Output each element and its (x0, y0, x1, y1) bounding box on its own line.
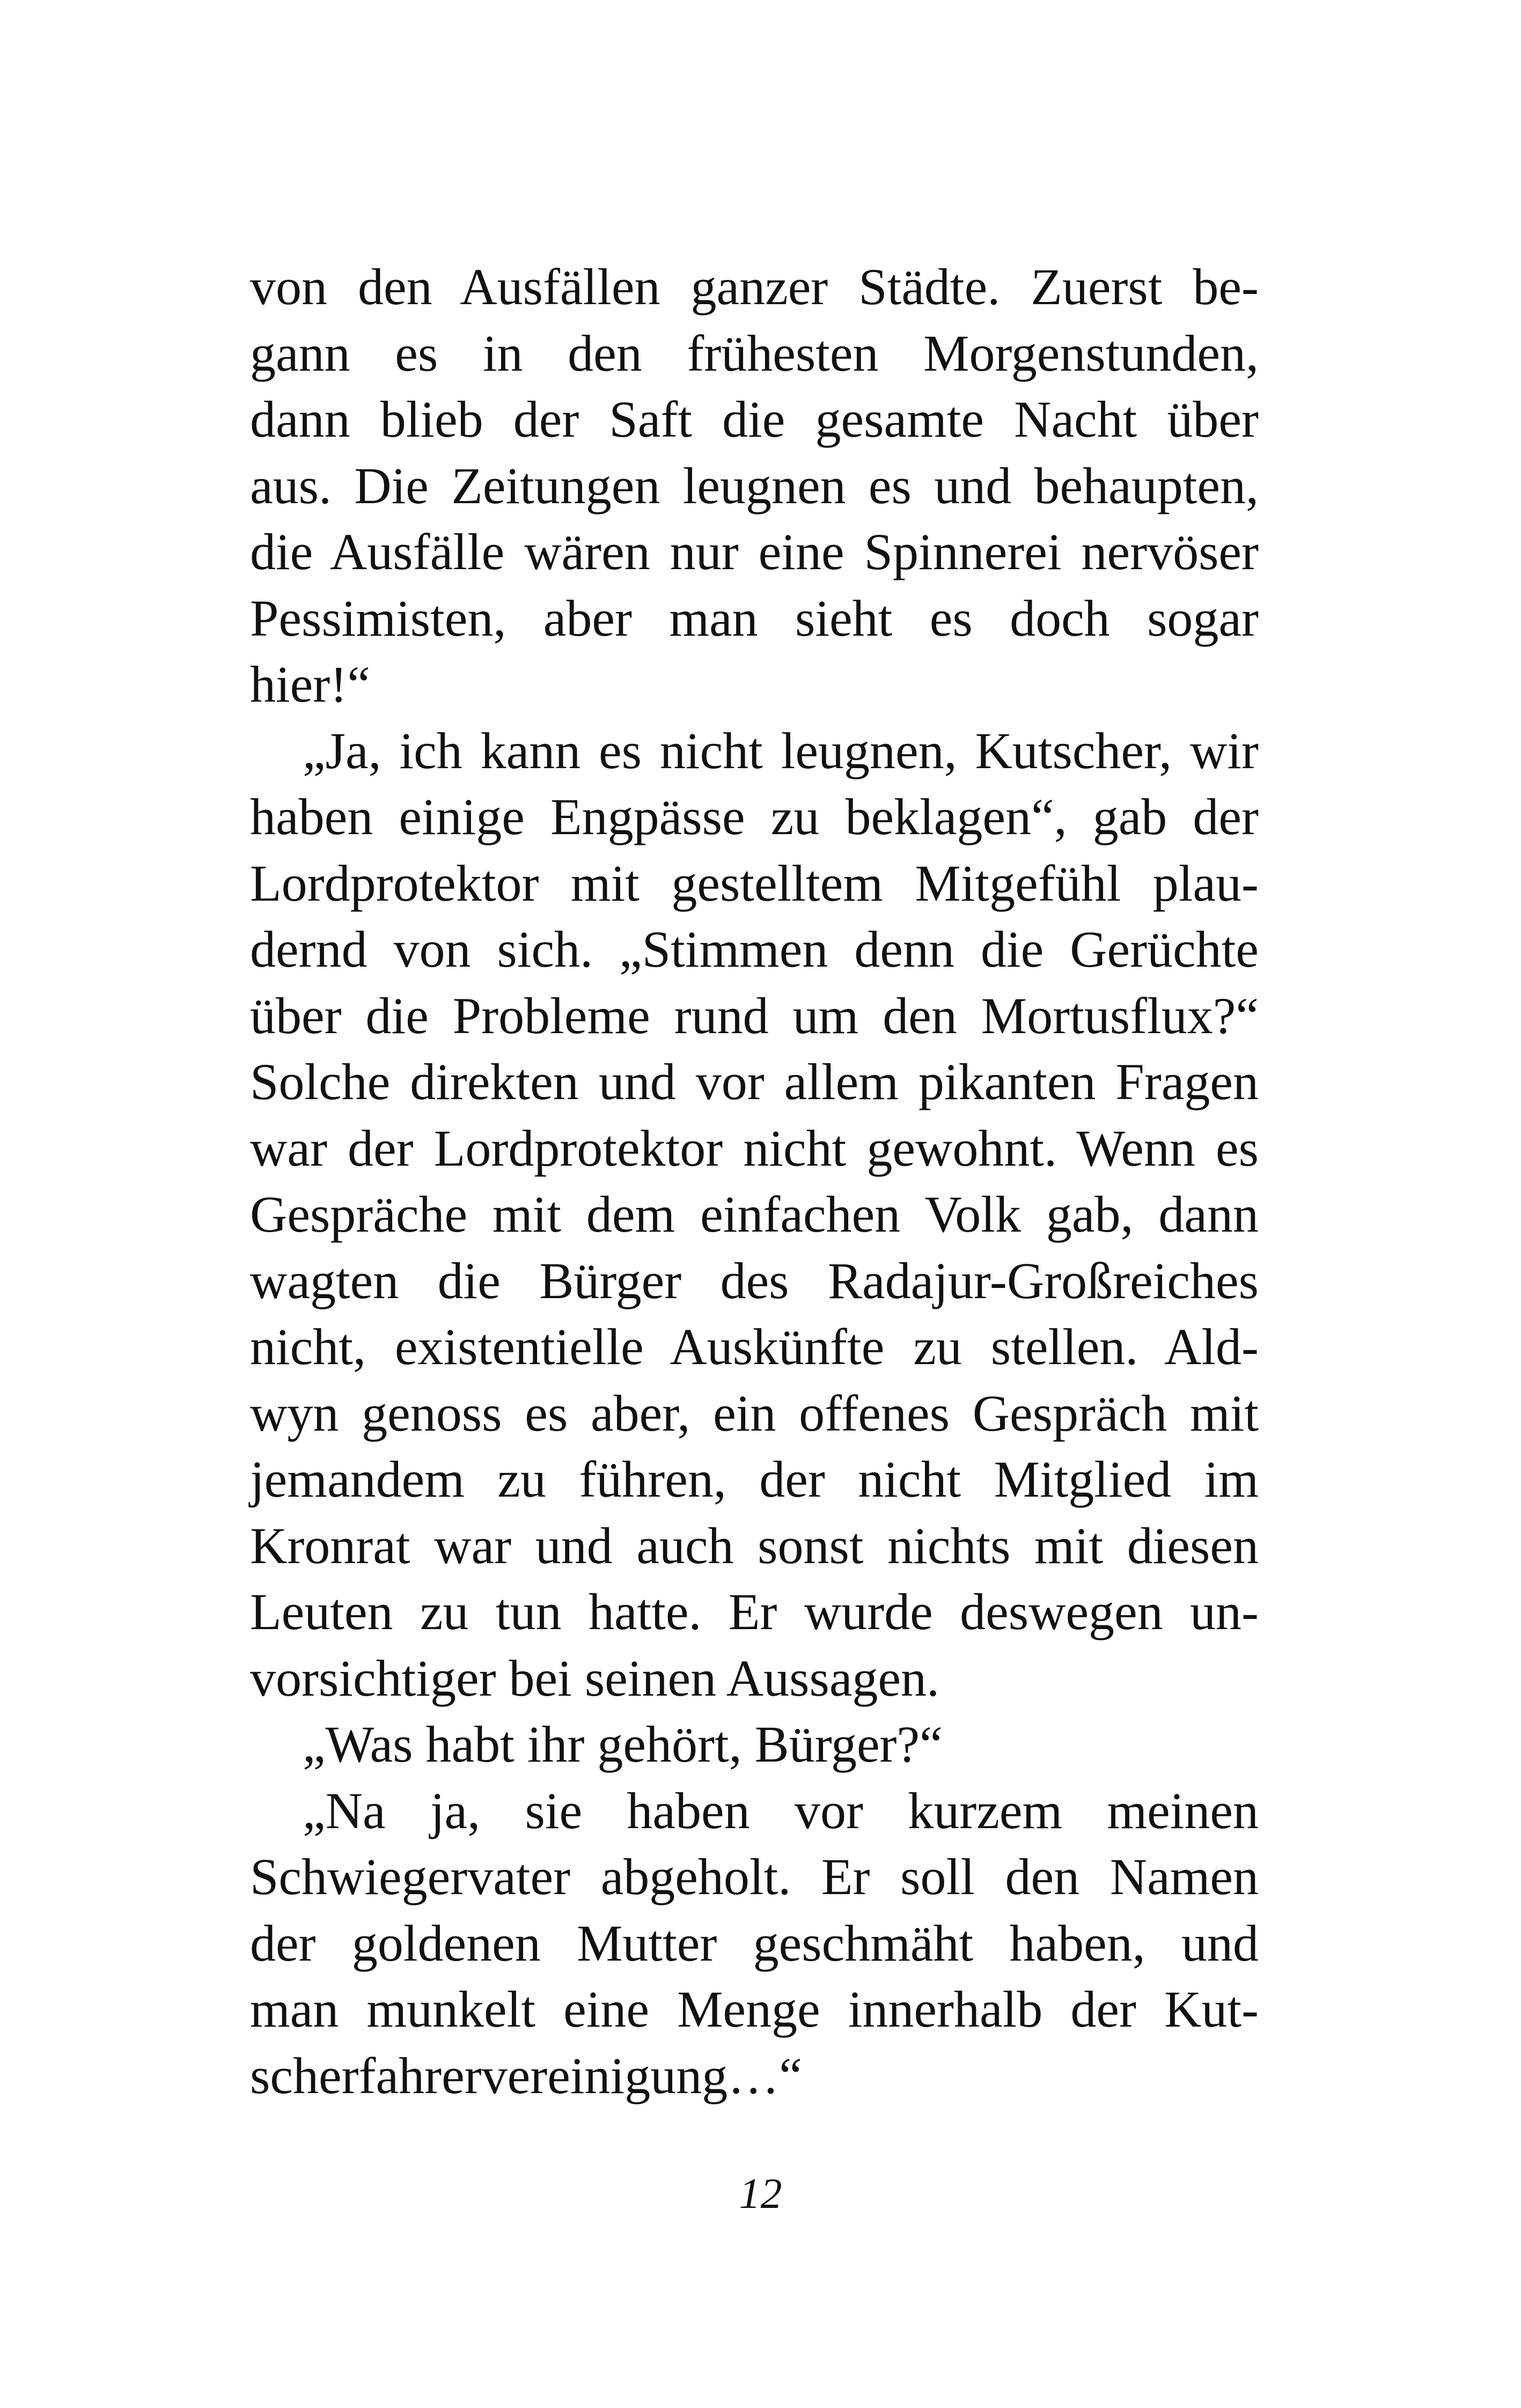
text-line: aus. Die Zeitungen leugnen es und behaupten, (250, 456, 1259, 514)
text-line: Gespräche mit dem einfachen Volk gab, dann (250, 1185, 1259, 1243)
text-line: wyn genoss es aber, ein offenes Gespräch mit (250, 1384, 1259, 1442)
text-line: Kronrat war und auch sonst nichts mit diesen (250, 1516, 1259, 1574)
text-line: von den Ausfällen ganzer Städte. Zuerst be- (250, 258, 1259, 315)
text-line: „Ja, ich kann es nicht leugnen, Kutscher, wir (303, 721, 1259, 779)
text-line: Schwiegervater abgeholt. Er soll den Namen (250, 1848, 1259, 1905)
text-line: gann es in den frühesten Morgenstunden, (250, 324, 1259, 382)
text-line: „Was habt ihr gehört, Bürger?“ (303, 1715, 943, 1773)
text-line: Lordprotektor mit gestelltem Mitgefühl plau- (250, 854, 1259, 912)
text-line: scherfahrervereinigung…“ (250, 2046, 802, 2104)
text-line: vorsichtiger bei seinen Aussagen. (250, 1649, 940, 1707)
text-line: jemandem zu führen, der nicht Mitglied im (250, 1450, 1259, 1508)
text-line: haben einige Engpässe zu beklagen“, gab der (250, 788, 1259, 845)
text-line: Solche direkten und vor allem pikanten Fragen (250, 1053, 1259, 1110)
text-line: war der Lordprotektor nicht gewohnt. Wenn es (250, 1119, 1259, 1177)
page-number: 12 (739, 2170, 782, 2218)
text-line: dann blieb der Saft die gesamte Nacht über (250, 391, 1259, 448)
text-line: Leuten zu tun hatte. Er wurde deswegen un- (250, 1583, 1259, 1640)
text-line: man munkelt eine Menge innerhalb der Kut- (250, 1980, 1259, 2038)
text-line: „Na ja, sie haben vor kurzem meinen (303, 1781, 1259, 1839)
text-line: wagten die Bürger des Radajur-Großreiches (250, 1251, 1259, 1309)
body-text (250, 254, 1259, 2109)
text-line: hier!“ (250, 656, 370, 713)
text-line: die Ausfälle wären nur eine Spinnerei nervöser (250, 523, 1259, 580)
text-line: über die Probleme rund um den Mortusflux?“ (250, 986, 1259, 1044)
text-line: nicht, existentielle Auskünfte zu stellen. Ald- (250, 1318, 1259, 1375)
text-line: der goldenen Mutter geschmäht haben, und (250, 1914, 1259, 1972)
text-line: dernd von sich. „Stimmen denn die Gerüchte (250, 921, 1259, 978)
text-line: Pessimisten, aber man sieht es doch sogar (250, 589, 1259, 647)
